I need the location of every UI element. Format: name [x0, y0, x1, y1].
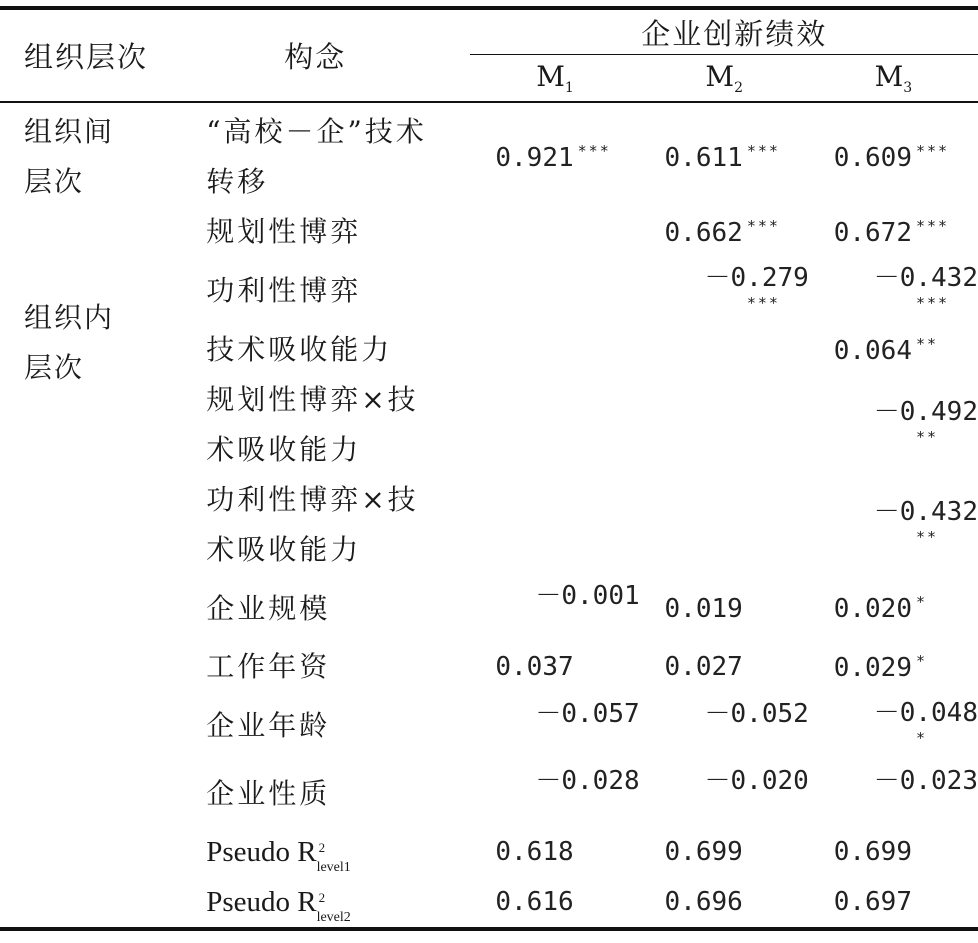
construct-label: 技术吸收能力 — [206, 333, 393, 366]
cell-m3: 0.697 — [833, 887, 912, 917]
cell-m1: －0.057 — [535, 698, 640, 729]
cell-m1 — [470, 325, 639, 375]
construct-label: 企业性质 — [206, 776, 331, 810]
cell-m1 — [470, 475, 639, 575]
table-header — [0, 8, 978, 102]
significance-stars: *** — [746, 216, 780, 235]
construct-label: 规划性博弈 — [206, 215, 362, 248]
level-inter: 组织间 层次 — [24, 115, 115, 198]
header-model-2: $M_2$ — [640, 55, 809, 103]
header-model-1: $M_1$ — [470, 55, 639, 103]
construct-label: 企业规模 — [206, 591, 331, 625]
significance-stars: * — [916, 729, 928, 747]
significance-stars: *** — [577, 141, 611, 160]
cell-m1: 0.618 — [495, 837, 574, 867]
cell-m3: －0.023 — [873, 766, 978, 796]
cell-m2 — [640, 475, 809, 575]
cell-m2: 0.662 *** — [640, 207, 809, 257]
significance-stars: ** — [916, 528, 939, 546]
cell-m3: 0.064 ** — [809, 325, 978, 375]
cell-m2: 0.611 *** — [640, 102, 809, 207]
cell-m2: 0.696 — [664, 887, 743, 917]
cell-m2: 0.027 — [664, 652, 743, 682]
significance-stars: *** — [746, 141, 780, 160]
cell-m1 — [470, 257, 639, 325]
cell-m1 — [470, 207, 639, 257]
header-model-3: $M_3$ — [809, 55, 978, 103]
cell-m2: 0.019 — [664, 593, 743, 624]
cell-m1: 0.921 *** — [470, 102, 639, 207]
cell-m3: 0.029 * — [809, 642, 978, 692]
significance-stars: *** — [746, 294, 780, 312]
cell-m2: －0.279*** — [704, 263, 809, 312]
cell-m3: 0.609 *** — [809, 102, 978, 207]
construct-label: 工作年资 — [206, 650, 331, 683]
construct-label-pseudo-r2-level1: Pseudo R 2 level1 — [206, 836, 351, 875]
cell-m3: －0.432** — [873, 497, 978, 546]
construct-label: “高校－企”技术 转移 — [206, 115, 427, 198]
regression-results-table — [0, 6, 978, 931]
level-intra: 组织内 层次 — [24, 301, 115, 384]
significance-stars: * — [916, 651, 928, 670]
cell-m3: 0.672 *** — [809, 207, 978, 257]
table-row — [0, 102, 978, 207]
cell-m2: 0.699 — [664, 837, 743, 867]
cell-m2 — [640, 375, 809, 475]
cell-m3: －0.492** — [873, 397, 978, 446]
construct-label-pseudo-r2-level2: Pseudo R 2 level2 — [206, 886, 351, 925]
significance-stars: *** — [916, 294, 950, 312]
cell-m1: 0.616 — [495, 887, 574, 917]
header-construct: 构念 — [190, 8, 470, 102]
significance-stars: * — [916, 593, 928, 611]
construct-label: 功利性博弈×技 术吸收能力 — [206, 483, 419, 566]
header-group-innovation: 企业创新绩效 — [470, 8, 978, 55]
table-row — [0, 207, 978, 257]
significance-stars: ** — [916, 334, 939, 353]
cell-m1: －0.001 — [535, 581, 640, 611]
cell-m1: 0.037 — [495, 652, 574, 682]
construct-label: 功利性博弈 — [206, 274, 362, 307]
construct-label: 规划性博弈×技 术吸收能力 — [206, 383, 419, 466]
cell-m3: 0.020 * — [809, 575, 978, 642]
cell-m2: －0.052 — [704, 698, 809, 729]
cell-m3: －0.048* — [873, 698, 978, 747]
table-body — [0, 102, 978, 929]
cell-m2: －0.020 — [704, 766, 809, 796]
construct-label: 企业年龄 — [206, 709, 331, 742]
significance-stars: ** — [916, 428, 939, 446]
cell-m1: －0.028 — [535, 766, 640, 796]
cell-m1 — [470, 375, 639, 475]
cell-m3: 0.699 — [833, 837, 912, 867]
significance-stars: *** — [916, 141, 950, 160]
header-level: 组织层次 — [0, 8, 190, 102]
cell-m3: －0.432*** — [873, 263, 978, 312]
significance-stars: *** — [916, 216, 950, 235]
cell-m2 — [640, 325, 809, 375]
